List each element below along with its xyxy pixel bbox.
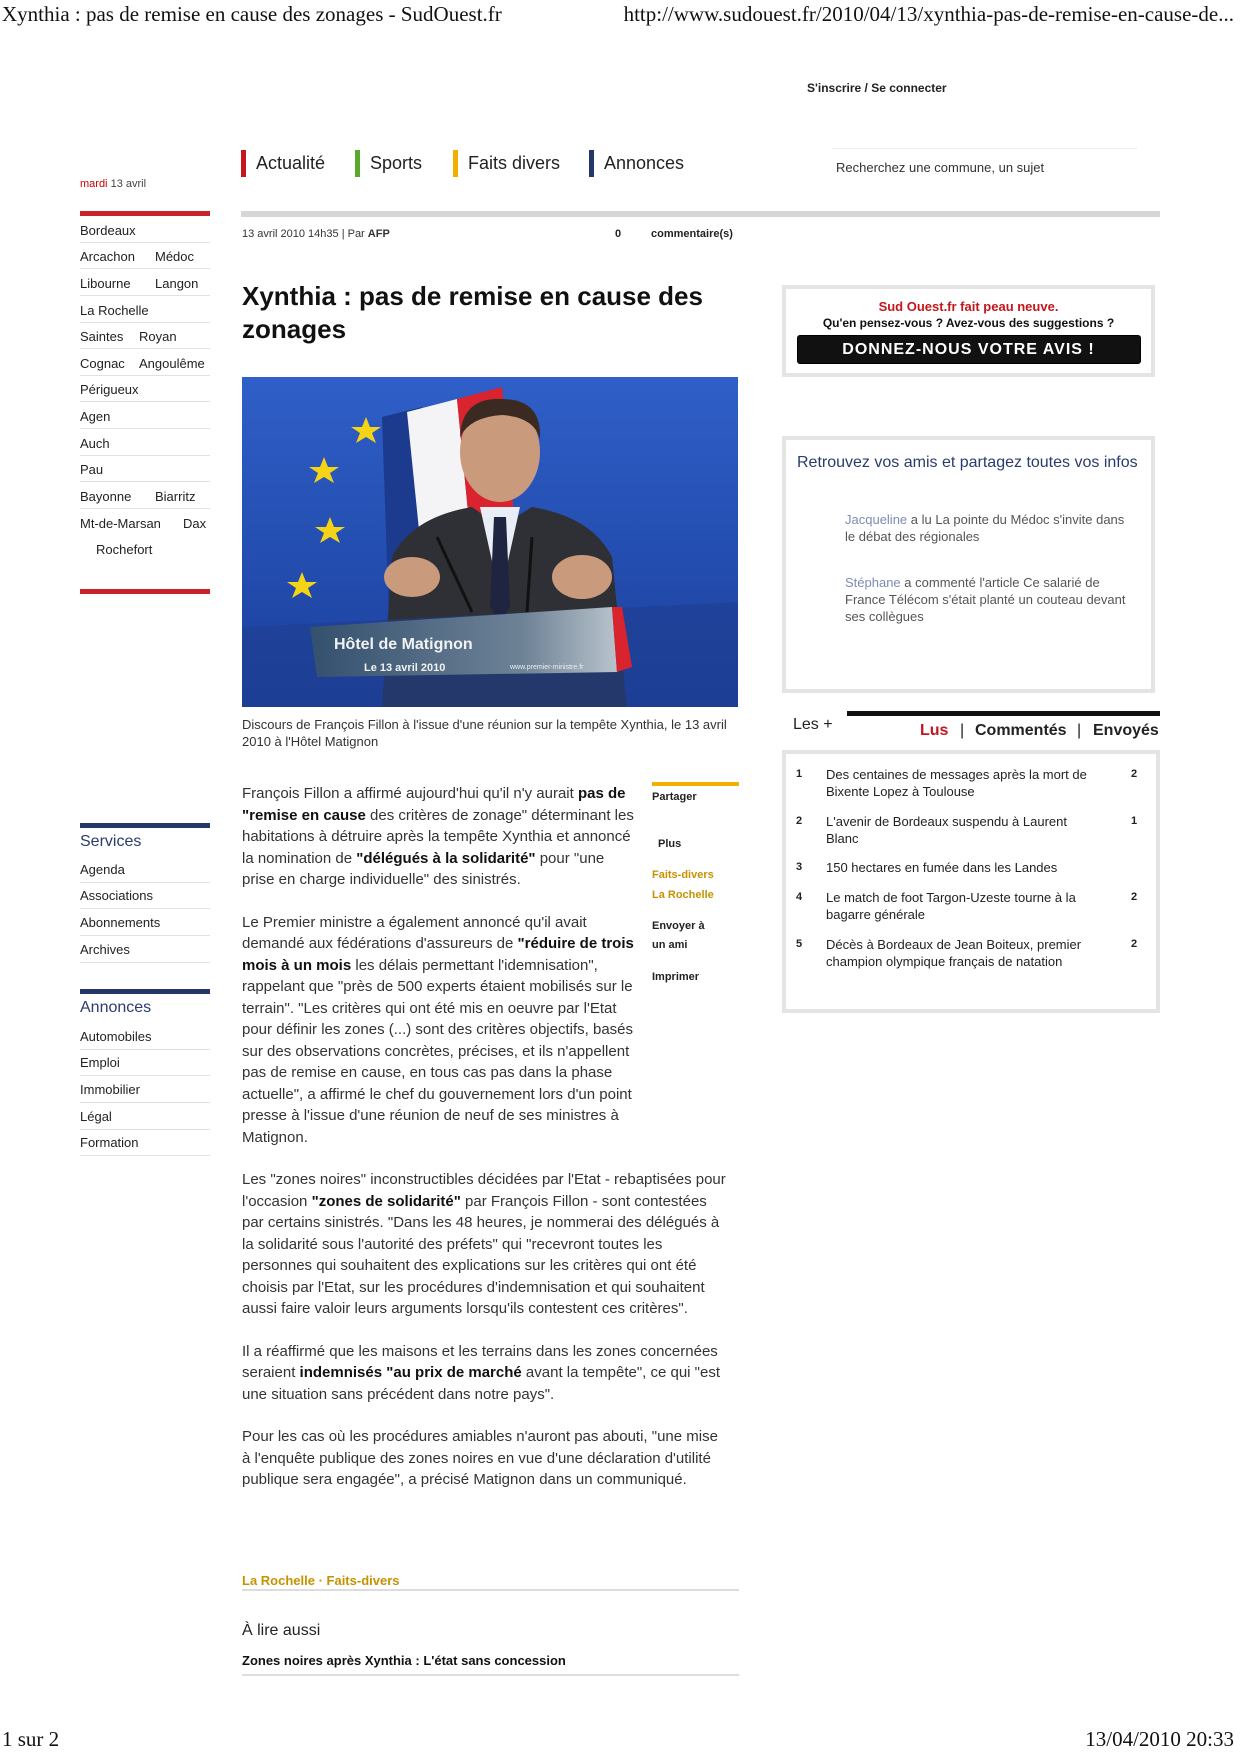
sidebar-city-pau[interactable]: Pau	[80, 462, 104, 477]
date-day: mardi	[80, 178, 108, 190]
sidebar-city-mt-de-marsan[interactable]: Mt-de-Marsan	[80, 516, 161, 531]
sidebar-city-bayonne[interactable]: Bayonne	[80, 489, 132, 504]
print-datetime: 13/04/2010 20:33	[1085, 1727, 1234, 1751]
divider	[242, 1589, 739, 1591]
sidebar-city-biarritz[interactable]: Biarritz	[155, 489, 196, 504]
article-paragraph: François Fillon a affirmé aujourd'hui qu'il n'y aurait pas de "remise en cause des critères de zonage" déterminant les habitations à détruire après la tempête Xynthia et annoncé la nomination de "délégués à la solidarité" pour "une prise en charge individuelle" des sinistrés.	[242, 785, 634, 888]
divider	[80, 1102, 210, 1103]
article-headline: Xynthia : pas de remise en cause des zonages	[242, 281, 703, 344]
tab-envoyes[interactable]: Envoyés	[1093, 722, 1159, 739]
sidebar-services-associations[interactable]: Associations	[80, 888, 153, 903]
share-button[interactable]: Partager	[652, 791, 697, 803]
sidebar-city-libourne[interactable]: Libourne	[80, 276, 131, 291]
send-friend-link-line2[interactable]: un ami	[652, 939, 688, 951]
tab-separator: |	[960, 722, 965, 739]
print-page-title: Xynthia : pas de remise en cause des zonages - SudOuest.fr	[2, 2, 502, 26]
article-byline	[242, 228, 390, 240]
sidebar-city-cognac[interactable]: Cognac	[80, 356, 125, 371]
sidebar-city-dax[interactable]: Dax	[183, 516, 207, 531]
divider	[80, 268, 210, 269]
sidebar-red-bar-top	[80, 211, 210, 216]
divider	[80, 295, 210, 296]
sidebar-services-agenda[interactable]: Agenda	[80, 862, 125, 877]
search-input[interactable]	[832, 148, 1137, 185]
sidebar-city-la-rochelle[interactable]: La Rochelle	[80, 303, 149, 318]
byline-author: AFP	[367, 228, 390, 240]
sidebar-city-angouleme[interactable]: Angoulême	[139, 356, 205, 371]
feedback-button[interactable]: DONNEZ-NOUS VOTRE AVIS !	[797, 335, 1141, 364]
article-paragraph: Le Premier ministre a également annoncé qu'il avait demandé aux fédérations d'assureurs de "réduire de trois mois à un mois les délais permettant l'idemnisation", rappelant que "près de 500 experts étaient mobilisés sur le terrain". "Les critères qui ont été mis en oeuvre par l'Etat pour définir les zones (...) sont des critères objectifs, basés sur des observations concrètes, précises, et ils n'appellent pas de remise en cause, en tous cas pas dans la phase actuelle", a affirmé le chef du gouvernement lors d'un point presse à l'issue d'une réunion de neuf de ses ministres à Matignon.	[242, 913, 634, 1146]
sidebar-city-perigueux[interactable]: Périgueux	[80, 382, 139, 397]
most-popular-label: Les +	[793, 716, 833, 733]
share-tag-faits-divers[interactable]: Faits-divers	[652, 869, 714, 881]
comment-count[interactable]: 0	[615, 228, 622, 240]
social-title: Retrouvez vos amis et partagez toutes vos infos	[797, 454, 1138, 471]
annonces-bar	[80, 989, 210, 994]
divider	[80, 401, 210, 402]
nav-sports[interactable]: Sports	[355, 150, 422, 177]
photo-podium-date: Le 13 avril 2010	[364, 662, 446, 674]
divider	[80, 935, 210, 936]
divider	[80, 348, 210, 349]
divider	[80, 882, 210, 883]
sidebar-annonces-emploi[interactable]: Emploi	[80, 1055, 120, 1070]
social-box	[782, 436, 1155, 693]
annonces-heading: Annonces	[80, 999, 152, 1016]
social-activity: Jacqueline a lu La pointe du Médoc s'invite dans le débat des régionales	[845, 512, 1125, 544]
sidebar-city-royan[interactable]: Royan	[139, 329, 177, 344]
promo-question: Qu'en pensez-vous ? Avez-vous des suggestions ?	[822, 316, 1115, 330]
print-page-url: http://www.sudouest.fr/2010/04/13/xynthia-pas-de-remise-en-cause-de...	[623, 2, 1234, 26]
social-user-link[interactable]: Stéphane	[845, 575, 901, 590]
divider	[80, 375, 210, 376]
article-paragraph: Pour les cas où les procédures amiables n'auront pas abouti, "une mise à l'enquête publique des zones noires en vue d'une déclaration d'utilité publique sera engagée", a précisé Matignon dans un communiqué.	[242, 1428, 718, 1488]
sidebar-annonces-immobilier[interactable]: Immobilier	[80, 1082, 140, 1097]
byline-date: 13 avril 2010 14h35 | Par	[242, 228, 365, 240]
current-date	[80, 178, 146, 190]
send-friend-link[interactable]: Envoyer à	[652, 920, 705, 932]
sidebar-city-langon[interactable]: Langon	[155, 276, 199, 291]
divider	[80, 508, 210, 509]
social-activity: Stéphane a commenté l'article Ce salarié de France Télécom s'était planté un couteau devant ses collègues	[845, 575, 1126, 624]
divider	[80, 481, 210, 482]
nav-annonces[interactable]: Annonces	[589, 150, 684, 177]
sidebar-city-auch[interactable]: Auch	[80, 436, 110, 451]
sidebar-city-bordeaux[interactable]: Bordeaux	[80, 223, 136, 238]
login-link[interactable]: S'inscrire / Se connecter	[807, 81, 947, 95]
sidebar-city-agen[interactable]: Agen	[80, 409, 111, 424]
comments-link[interactable]: commentaire(s)	[651, 228, 733, 240]
nav-actualite[interactable]: Actualité	[241, 150, 325, 177]
photo-podium-text: Hôtel de Matignon	[334, 636, 473, 653]
photo-podium-url: www.premier-ministre.fr	[510, 664, 584, 671]
divider	[80, 428, 210, 429]
divider	[80, 322, 210, 323]
social-user-link[interactable]: Jacqueline	[845, 512, 908, 527]
sidebar-services-abonnements[interactable]: Abonnements	[80, 915, 161, 930]
sidebar-city-medoc[interactable]: Médoc	[155, 249, 195, 264]
divider	[80, 242, 210, 243]
article-paragraph: Il a réaffirmé que les maisons et les terrains dans les zones concernées seraient indemnisés "au prix de marché avant la tempête", ce qui "est une situation sans précédent dans notre pays".	[242, 1342, 721, 1403]
most-read-list: 1 Des centaines de messages après la mort de Bixente Lopez à Toulouse 2 2 L'avenir de Bordeaux suspendu à Laurent Blanc 1 3 150 hectares en fumée dans les Landes 4 Le match de foot Targon-Uzeste tourne à la bagarre générale 2 5 Décès à Bordeaux de Jean Boiteux, premier champion olympique français de natation 2	[782, 750, 1160, 1013]
article-photo	[242, 377, 738, 707]
tabs-bar	[847, 711, 1160, 716]
nav-faits-divers[interactable]: Faits divers	[453, 150, 560, 177]
divider	[242, 1674, 739, 1676]
sidebar-city-rochefort[interactable]: Rochefort	[96, 542, 153, 557]
divider	[80, 1155, 210, 1156]
share-more-button[interactable]: Plus	[658, 838, 682, 850]
tab-lus[interactable]: Lus	[920, 722, 949, 739]
tab-commentes[interactable]: Commentés	[975, 722, 1067, 739]
photo-caption: Discours de François Fillon à l'issue d'une réunion sur la tempête Xynthia, le 13 avril 2010 à l'Hôtel Matignon	[242, 717, 727, 749]
sidebar-red-bar-bottom	[80, 589, 210, 594]
print-page-number: 1 sur 2	[2, 1727, 60, 1751]
sidebar-annonces-formation[interactable]: Formation	[80, 1135, 139, 1150]
share-tag-la-rochelle[interactable]: La Rochelle	[652, 889, 714, 901]
feedback-promo	[782, 285, 1155, 377]
top-divider	[241, 211, 1160, 217]
sidebar-city-saintes[interactable]: Saintes	[80, 329, 124, 344]
divider	[80, 1075, 210, 1076]
tab-separator: |	[1077, 722, 1082, 739]
article-tags[interactable]: La Rochelle · Faits-divers	[242, 1573, 400, 1588]
promo-headline: Sud Ouest.fr fait peau neuve.	[878, 299, 1059, 314]
services-bar	[80, 823, 210, 828]
divider	[80, 962, 210, 963]
divider	[80, 908, 210, 909]
divider	[80, 1049, 210, 1050]
sidebar-services-archives[interactable]: Archives	[80, 942, 130, 957]
sidebar-annonces-automobiles[interactable]: Automobiles	[80, 1029, 152, 1044]
date-rest: 13 avril	[110, 178, 147, 190]
divider	[80, 455, 210, 456]
sidebar-city-arcachon[interactable]: Arcachon	[80, 249, 135, 264]
services-heading: Services	[80, 833, 142, 850]
article-paragraph: Les "zones noires" inconstructibles décidées par l'Etat - rebaptisées pour l'occasion "zones de solidarité" par François Fillon - sont contestées par certains sinistrés. "Dans les 48 heures, je nommerai des délégués à la solidarité sous l'autorité des préfets" qui "recevront toutes les personnes qui souhaitent des explications sur les critères qui ont été choisis par l'Etat, sur les procédures d'indemnisation et qui souhaitent aussi faire valoir leurs arguments lorsqu'ils contestent ces critères".	[242, 1171, 726, 1317]
read-also-heading: À lire aussi	[242, 1622, 321, 1639]
print-button[interactable]: Imprimer	[652, 971, 700, 983]
read-also-link[interactable]: Zones noires après Xynthia : L'état sans concession	[242, 1653, 566, 1668]
divider	[80, 1129, 210, 1130]
share-bar	[652, 782, 739, 786]
sidebar-annonces-legal[interactable]: Légal	[80, 1109, 112, 1124]
